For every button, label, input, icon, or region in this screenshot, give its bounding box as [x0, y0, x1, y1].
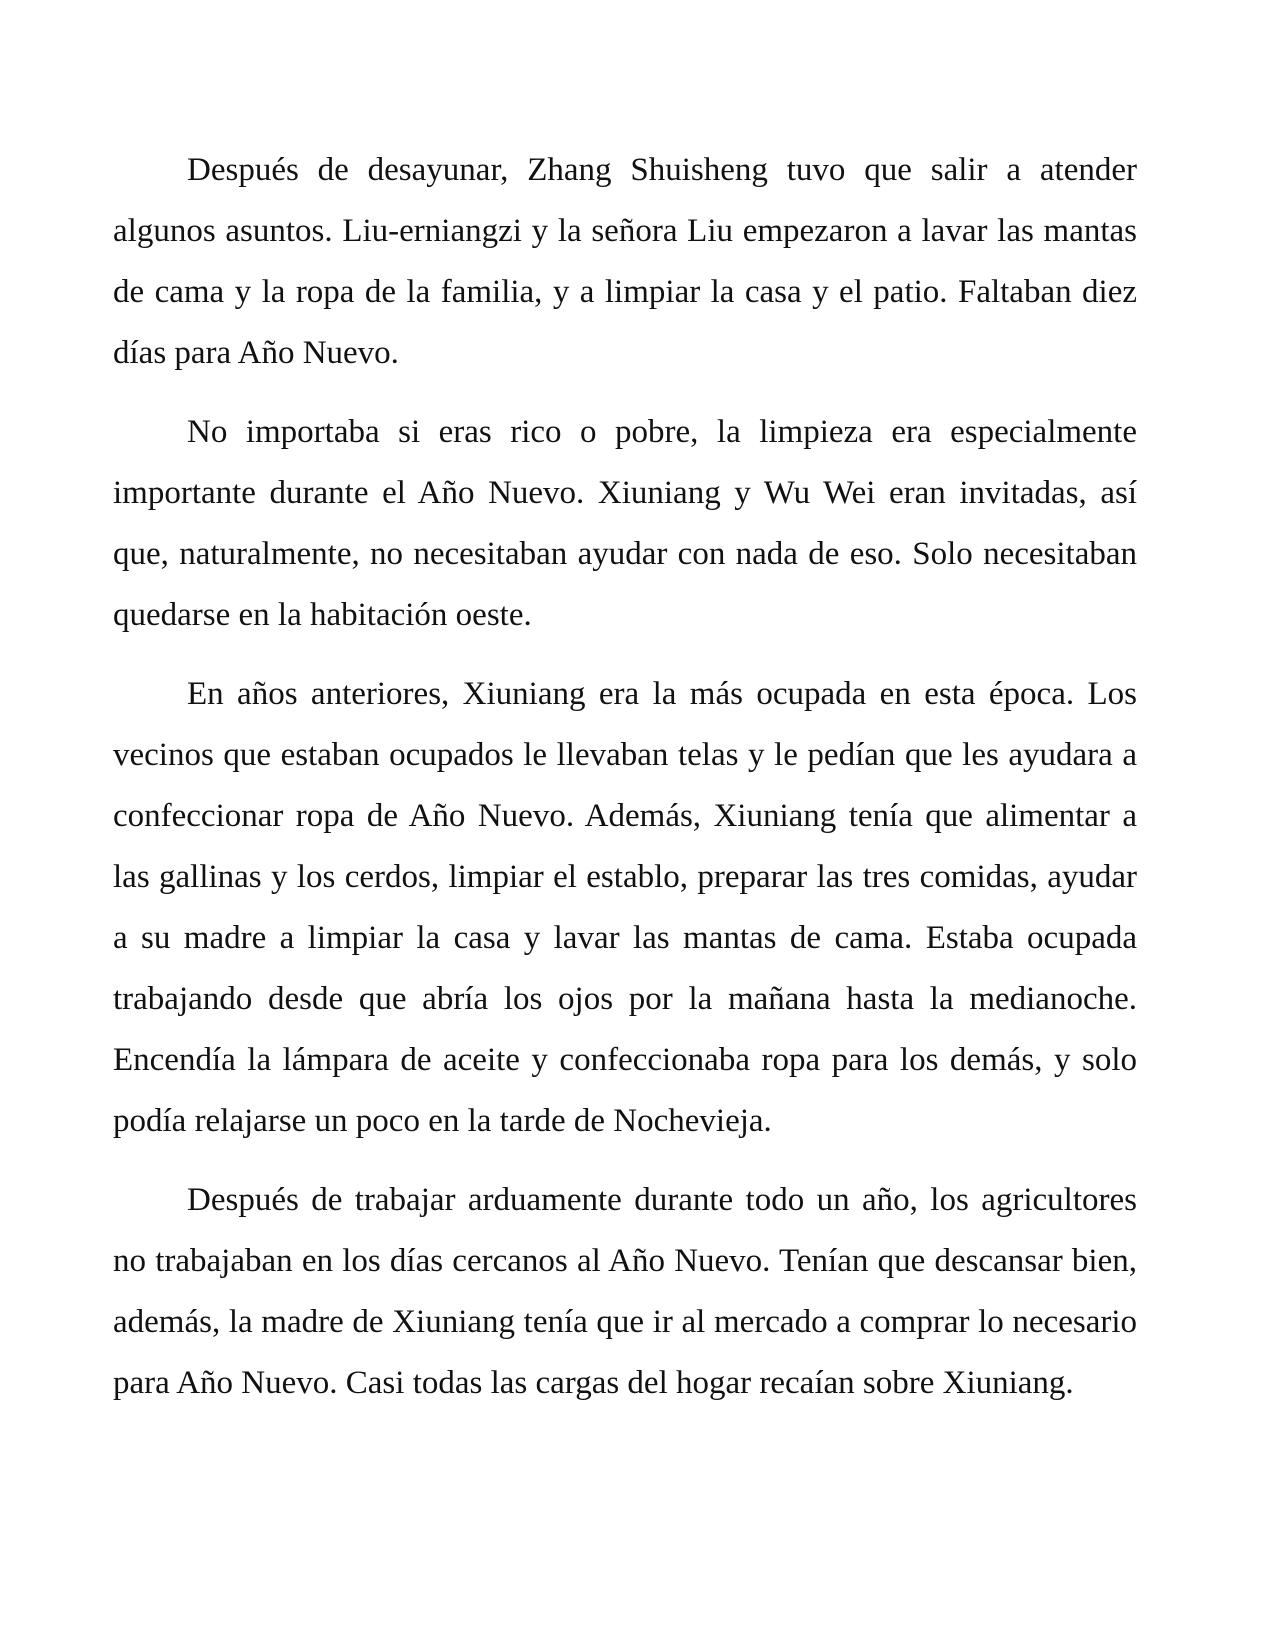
paragraph-2: No importaba si eras rico o pobre, la limpieza era especialmente importante durante el Año Nuevo. Xiuniang y Wu Wei eran invitadas, así que, naturalmente, no necesitaban ayudar con nada de eso. Solo necesitaban quedarse en la habitación oeste. — [113, 414, 1137, 633]
paragraph-4: Después de trabajar arduamente durante todo un año, los agricultores no trabajaban en los días cercanos al Año Nuevo. Tenían que descansar bien, además, la madre de Xiuniang tenía que ir al mercado a comprar lo necesario para Año Nuevo. Casi todas las cargas del hogar recaían sobre Xiuniang. — [113, 1182, 1137, 1401]
paragraph-3: En años anteriores, Xiuniang era la más ocupada en esta época. Los vecinos que estaban ocupados le llevaban telas y le pedían que les ayudara a confeccionar ropa de Año Nuevo. Además, Xiuniang tenía que alimentar a las gallinas y los cerdos, limpiar el establo, preparar las tres comidas, ayudar a su madre a limpiar la casa y lavar las mantas de cama. Estaba ocupada trabajando desde que abría los ojos por la mañana hasta la medianoche. Encendía la lámpara de aceite y confeccionaba ropa para los demás, y solo podía relajarse un poco en la tarde de Nochevieja. — [113, 676, 1137, 1139]
document-body — [113, 140, 1137, 1432]
paragraph-1: Después de desayunar, Zhang Shuisheng tuvo que salir a atender algunos asuntos. Liu-erniangzi y la señora Liu empezaron a lavar las mantas de cama y la ropa de la familia, y a limpiar la casa y el patio. Faltaban diez días para Año Nuevo. — [113, 152, 1137, 371]
